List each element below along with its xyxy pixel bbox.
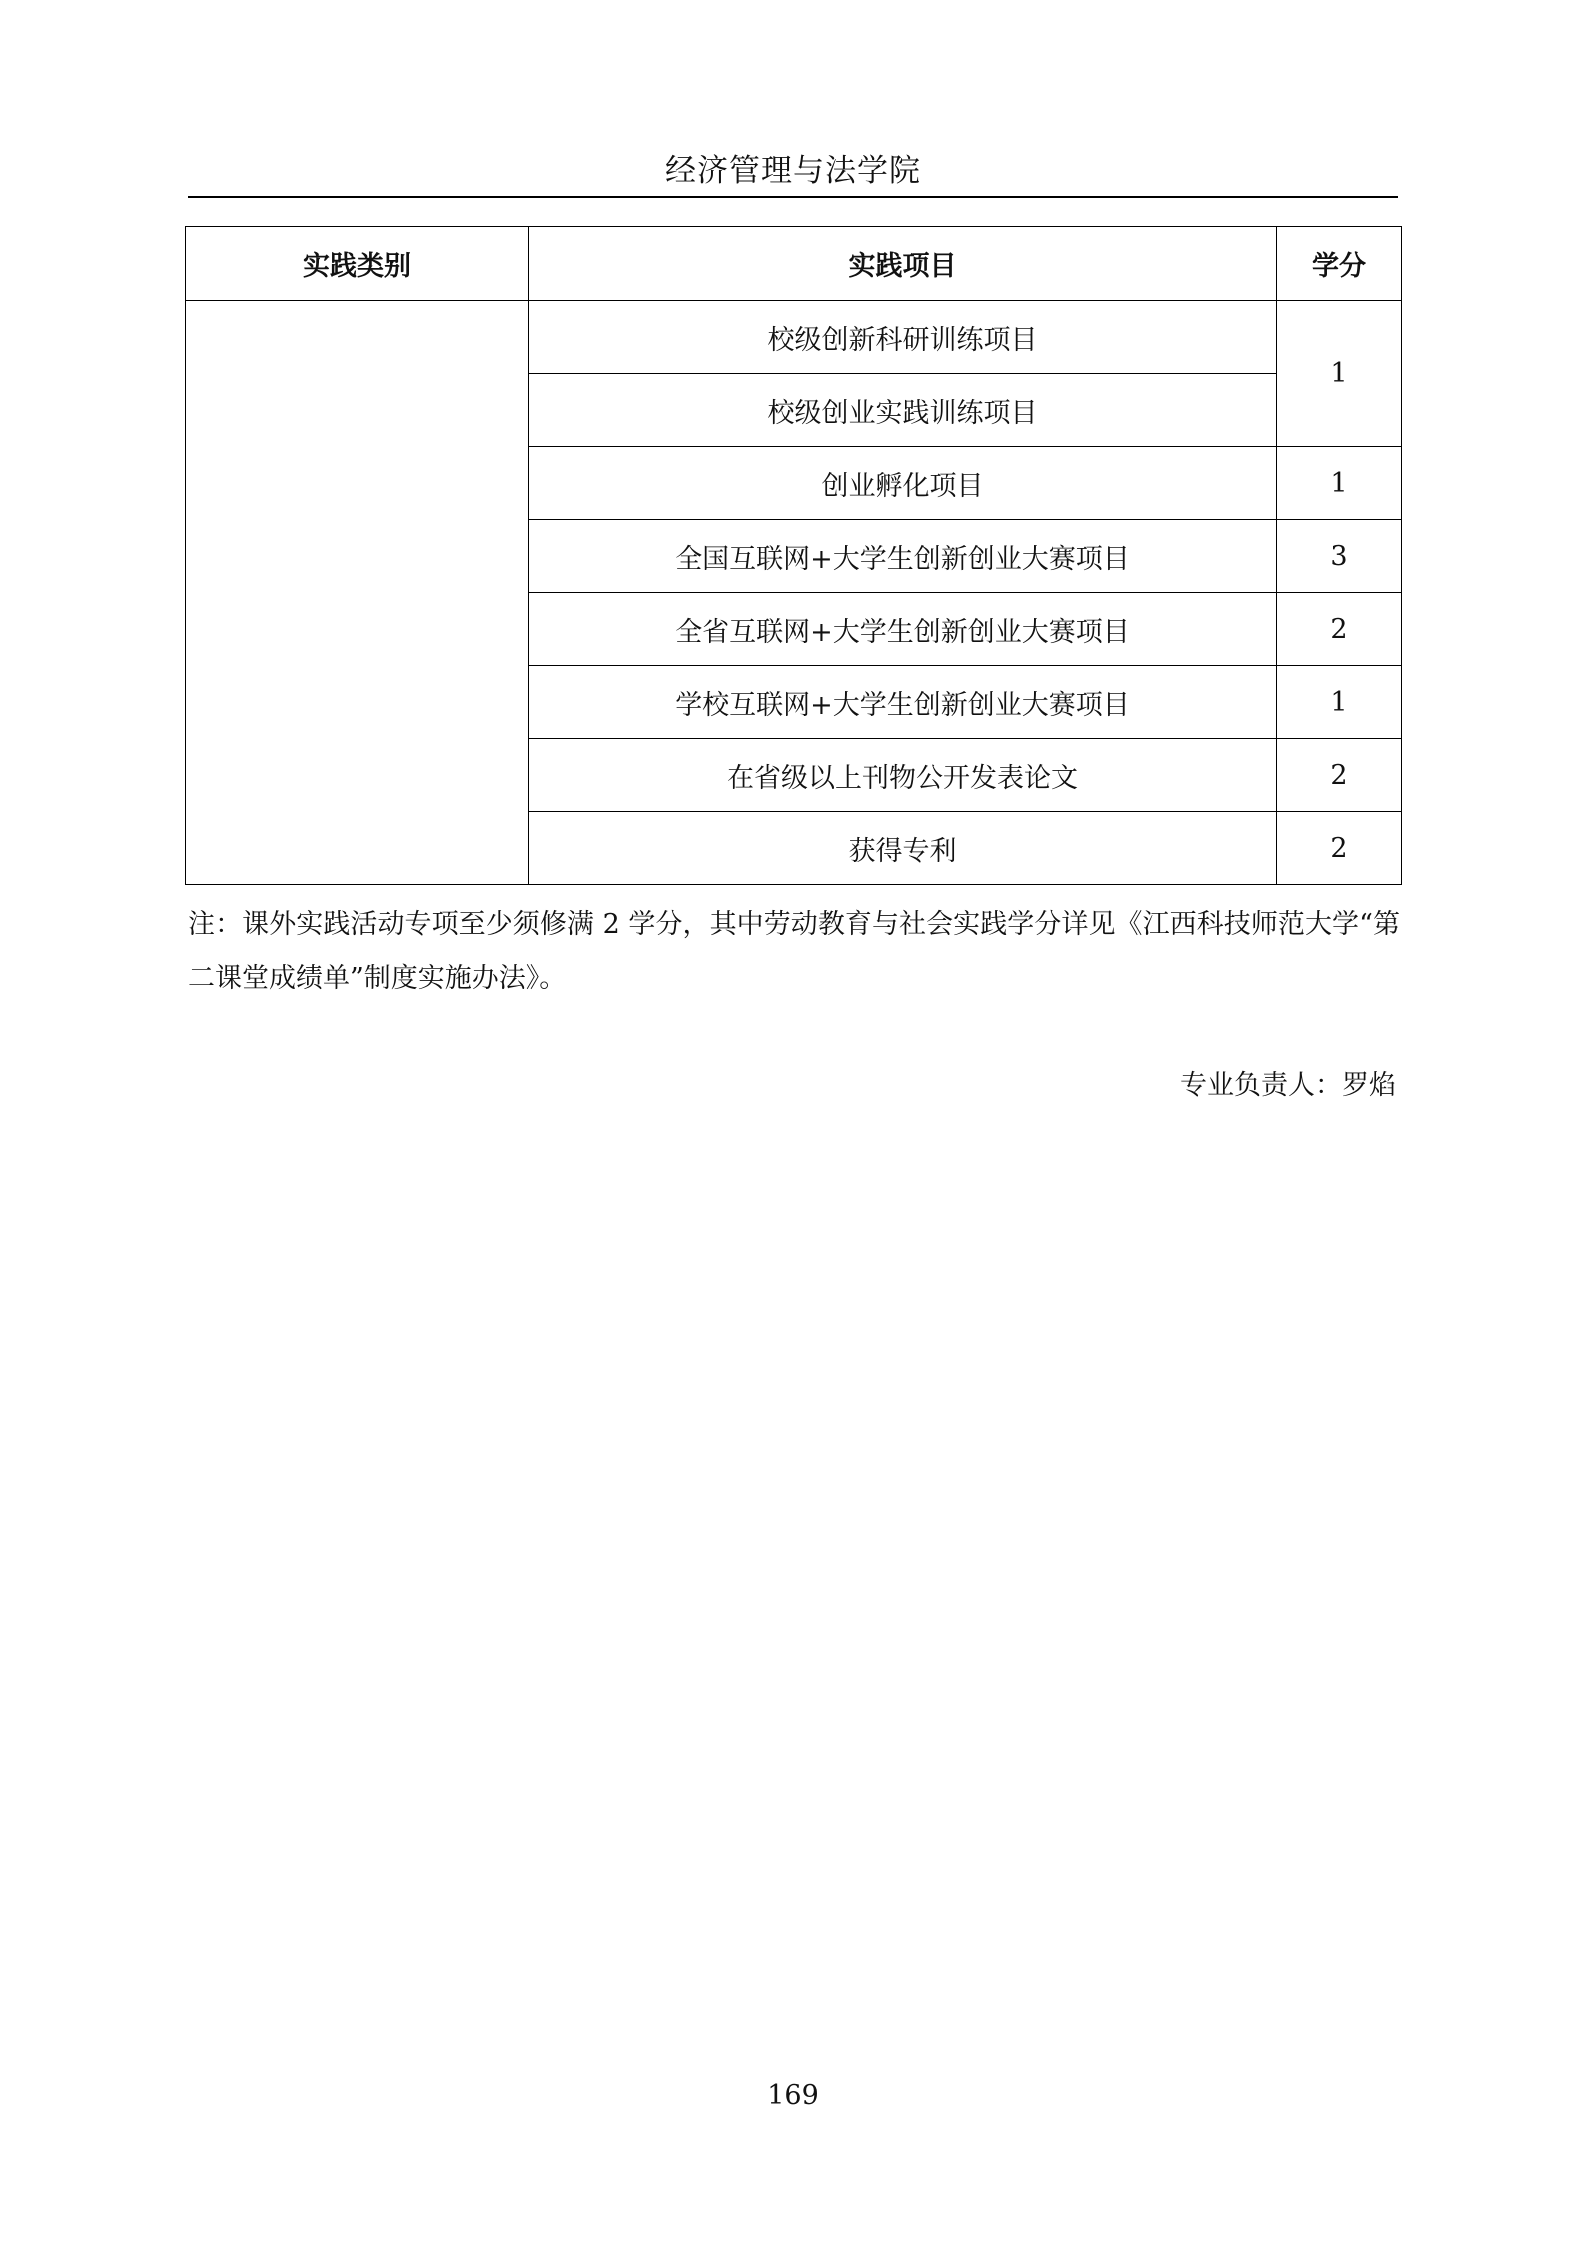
project-cell: 创业孵化项目 bbox=[529, 447, 1277, 520]
signature-line: 专业负责人：罗焰 bbox=[1180, 1070, 1396, 1101]
credit-cell: 2 bbox=[1277, 739, 1402, 812]
header-category: 实践类别 bbox=[186, 227, 529, 301]
project-cell: 获得专利 bbox=[529, 812, 1277, 885]
page-header-title: 经济管理与法学院 bbox=[188, 146, 1398, 198]
credit-cell: 2 bbox=[1277, 593, 1402, 666]
header-project: 实践项目 bbox=[529, 227, 1277, 301]
project-cell: 学校互联网+大学生创新创业大赛项目 bbox=[529, 666, 1277, 739]
footnote: 注：课外实践活动专项至少须修满 2 学分，其中劳动教育与社会实践学分详见《江西科技师范大学“第二课堂成绩单”制度实施办法》。 bbox=[188, 909, 1400, 994]
project-cell: 在省级以上刊物公开发表论文 bbox=[529, 739, 1277, 812]
credit-cell: 1 bbox=[1277, 301, 1402, 447]
page-number: 169 bbox=[767, 2080, 819, 2111]
project-cell: 全省互联网+大学生创新创业大赛项目 bbox=[529, 593, 1277, 666]
practice-credit-table bbox=[185, 226, 1402, 885]
table-row bbox=[186, 301, 1402, 374]
header-credit: 学分 bbox=[1277, 227, 1402, 301]
project-cell: 校级创新科研训练项目 bbox=[529, 301, 1277, 374]
project-cell: 校级创业实践训练项目 bbox=[529, 374, 1277, 447]
credit-cell: 3 bbox=[1277, 520, 1402, 593]
credit-cell: 1 bbox=[1277, 666, 1402, 739]
credit-cell: 2 bbox=[1277, 812, 1402, 885]
project-cell: 全国互联网+大学生创新创业大赛项目 bbox=[529, 520, 1277, 593]
credit-cell: 1 bbox=[1277, 447, 1402, 520]
table-header-row bbox=[186, 227, 1402, 301]
category-cell bbox=[186, 301, 529, 885]
